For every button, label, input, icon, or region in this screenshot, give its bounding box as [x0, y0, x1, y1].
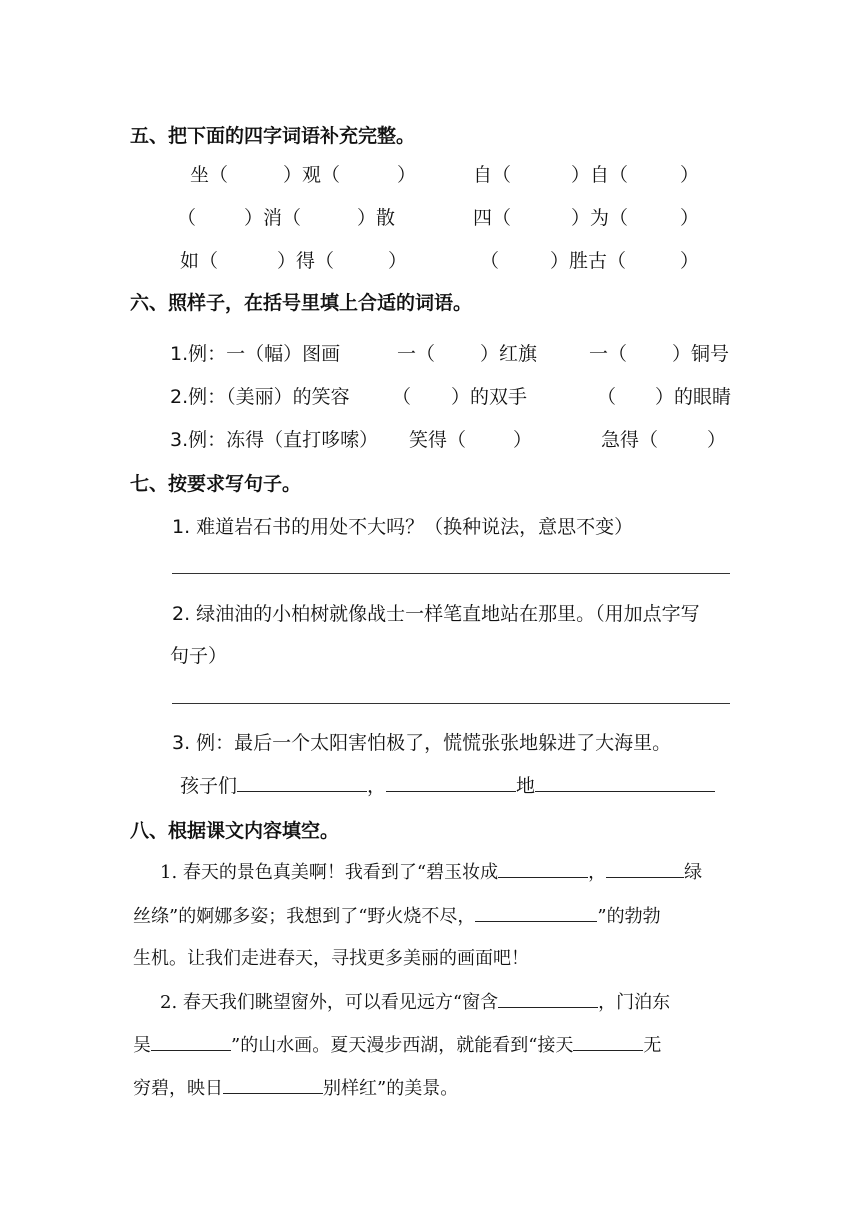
- s6-r2-a: （: [392, 386, 412, 408]
- s6-r2-b: ）的双手: [451, 386, 528, 408]
- s5-r2-c: ）散: [357, 207, 396, 229]
- s5-r3-b: ）得（: [277, 250, 335, 272]
- s8-p1-line-2: [133, 902, 661, 928]
- s6-r1-c: 一（: [589, 343, 628, 365]
- s5-r1-c: ）: [397, 164, 417, 186]
- s8-p2-text-e: 无: [643, 1035, 662, 1056]
- s8-p2-text-f: 穷碧，映日: [133, 1078, 223, 1099]
- s7-question-2-line-1: 2. 绿油油的小柏树就像战士一样笔直地站在那里。（用加点字写: [172, 603, 700, 625]
- s5-r2-f: ）: [680, 207, 700, 229]
- s5-r1-b: ）观（: [283, 164, 341, 186]
- s8-p1-blank-3: [475, 903, 597, 922]
- s5-r2-a: （: [177, 207, 197, 229]
- s6-r3-example: 3.例：冻得（直打哆嗦）: [170, 429, 379, 451]
- s8-p1-line-1: [160, 858, 702, 884]
- s5-r2-d: 四（: [473, 207, 512, 229]
- s7-q3-blank-3: [535, 773, 715, 792]
- s5-r1-f: ）: [680, 164, 700, 186]
- s6-r2-example: 2.例：（美丽）的笑容: [170, 386, 350, 408]
- s8-p2-blank-2: [151, 1032, 231, 1051]
- s7-q3-comma: ，: [367, 775, 387, 797]
- s5-r1-d: 自（: [473, 164, 512, 186]
- s8-p1-text-b: ，: [588, 862, 607, 883]
- s5-r2-b: ）消（: [244, 207, 302, 229]
- s5-r1-a: 坐（: [190, 164, 229, 186]
- s6-r1-a: 一（: [397, 343, 436, 365]
- s5-r3-c: ）: [388, 250, 408, 272]
- s6-r2-d: ）的眼睛: [655, 386, 732, 408]
- s8-p2-text-c: 吴: [133, 1035, 151, 1056]
- s5-r3-f: ）: [680, 250, 700, 272]
- s8-p2-text-d: ”的山水画。夏天漫步西湖，就能看到“接天: [231, 1035, 574, 1056]
- s6-r2-c: （: [597, 386, 617, 408]
- s8-p2-text-g: 别样红”的美景。: [323, 1078, 459, 1099]
- s6-r3-d: ）: [707, 429, 727, 451]
- s7-answer-line-1: [172, 573, 730, 574]
- section-5-title: 五、把下面的四字词语补充完整。: [130, 125, 416, 147]
- s7-question-1: 1. 难道岩石书的用处不大吗？（换种说法，意思不变）: [172, 516, 634, 538]
- s8-p1-text-c: 绿: [684, 862, 703, 883]
- s8-p2-blank-3: [573, 1032, 643, 1051]
- s7-answer-line-2: [172, 703, 730, 704]
- s6-r3-a: 笑得（: [409, 429, 467, 451]
- s7-q3-subject: 孩子们: [180, 775, 238, 797]
- s6-r1-example: 1.例：一（幅）图画: [170, 343, 341, 365]
- s7-q3-di: 地: [516, 775, 536, 797]
- section-6-title: 六、照样子，在括号里填上合适的词语。: [130, 292, 473, 314]
- s6-r3-c: 急得（: [601, 429, 659, 451]
- s8-p1-blank-1: [498, 859, 588, 878]
- s7-question-2-line-2: 句子）: [170, 645, 228, 667]
- s8-p2-blank-4: [223, 1075, 323, 1094]
- section-8-title: 八、根据课文内容填空。: [130, 820, 340, 842]
- s7-q3-blank-1: [237, 773, 367, 792]
- s6-r1-d: ）铜号: [672, 343, 730, 365]
- section-7-title: 七、按要求写句子。: [130, 473, 302, 495]
- s8-p1-line-3: 生机。让我们走进春天，寻找更多美丽的画面吧！: [133, 948, 529, 969]
- s5-r3-a: 如（: [180, 250, 219, 272]
- s8-p1-blank-2: [606, 859, 684, 878]
- s8-p2-line-3: [133, 1074, 458, 1100]
- s7-question-3-fill: [180, 771, 715, 798]
- s5-r2-e: ）为（: [571, 207, 629, 229]
- s7-question-3: 3. 例：最后一个太阳害怕极了，慌慌张张地躲进了大海里。: [172, 732, 672, 754]
- s8-p2-line-2: [133, 1031, 661, 1057]
- s8-p2-text-a: 2. 春天我们眺望窗外，可以看见远方“窗含: [160, 992, 499, 1013]
- s7-q3-blank-2: [386, 773, 516, 792]
- s5-r3-d: （: [480, 250, 500, 272]
- s8-p1-text-a: 1. 春天的景色真美啊！我看到了“碧玉妆成: [160, 862, 499, 883]
- s5-r1-e: ）自（: [571, 164, 629, 186]
- s8-p2-line-1: [160, 988, 670, 1014]
- s5-r3-e: ）胜古（: [550, 250, 627, 272]
- s6-r3-b: ）: [513, 429, 533, 451]
- s8-p1-text-d: 丝绦”的婀娜多姿；我想到了“野火烧不尽，: [133, 906, 476, 927]
- s8-p2-blank-1: [498, 989, 598, 1008]
- s8-p1-text-e: ”的勃勃: [597, 906, 661, 927]
- s6-r1-b: ）红旗: [480, 343, 538, 365]
- s8-p2-text-b: ，门泊东: [598, 992, 671, 1013]
